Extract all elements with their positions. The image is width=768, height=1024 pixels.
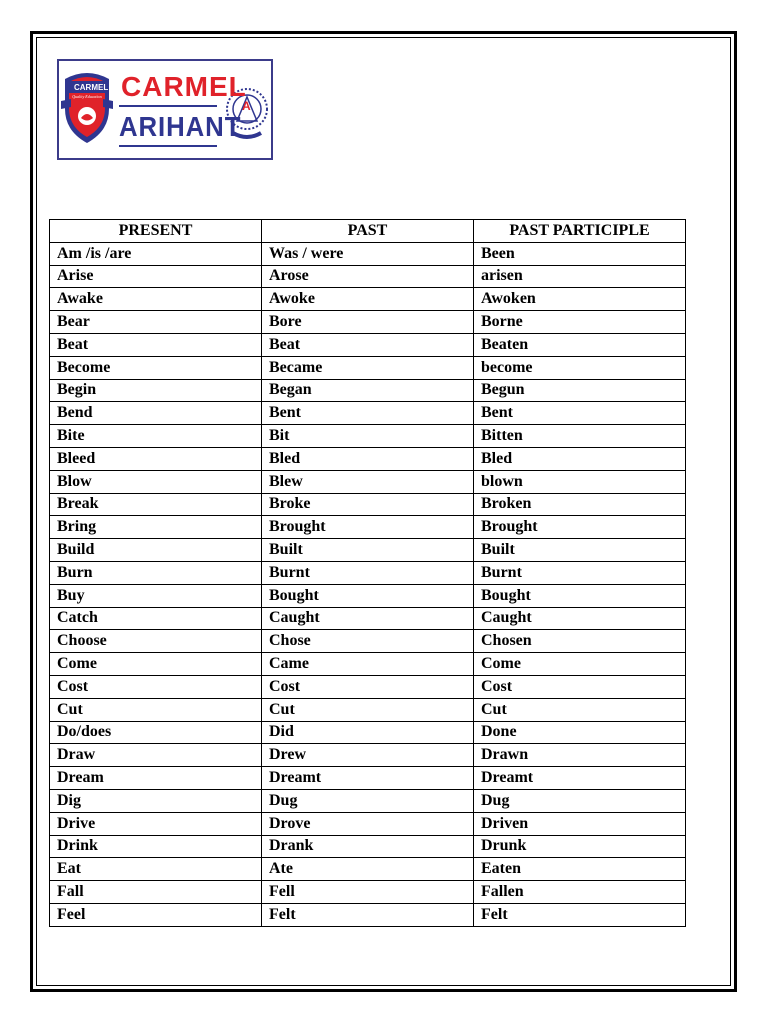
cell-past: Awoke (262, 288, 474, 311)
cell-present: Catch (50, 607, 262, 630)
table-row (50, 356, 686, 379)
table-row (50, 242, 686, 265)
cell-present: Awake (50, 288, 262, 311)
table-row (50, 835, 686, 858)
header-present: PRESENT (50, 220, 262, 243)
header-past: PAST (262, 220, 474, 243)
cell-past: Built (262, 539, 474, 562)
table-row (50, 767, 686, 790)
table-row (50, 881, 686, 904)
table-row (50, 311, 686, 334)
cell-past-participle: Brought (474, 516, 686, 539)
shield-label: CARMEL (74, 83, 109, 92)
header-past-participle: PAST PARTICIPLE (474, 220, 686, 243)
cell-past-participle: Burnt (474, 561, 686, 584)
cell-present: Draw (50, 744, 262, 767)
table-row (50, 265, 686, 288)
cell-past-participle: Begun (474, 379, 686, 402)
cell-past-participle: Caught (474, 607, 686, 630)
cell-past-participle: Bitten (474, 425, 686, 448)
school-logo (57, 59, 273, 160)
cell-past-participle: become (474, 356, 686, 379)
cell-past: Brought (262, 516, 474, 539)
table-row (50, 561, 686, 584)
cell-past: Broke (262, 493, 474, 516)
cell-present: Drink (50, 835, 262, 858)
cell-past: Fell (262, 881, 474, 904)
cell-past: Became (262, 356, 474, 379)
cell-past-participle: Built (474, 539, 686, 562)
cell-present: Become (50, 356, 262, 379)
cell-past: Burnt (262, 561, 474, 584)
cell-present: Burn (50, 561, 262, 584)
table-row (50, 744, 686, 767)
cell-past: Bled (262, 447, 474, 470)
table-row (50, 425, 686, 448)
cell-past-participle: Cost (474, 675, 686, 698)
cell-past: Began (262, 379, 474, 402)
cell-past-participle: Cut (474, 698, 686, 721)
cell-present: Build (50, 539, 262, 562)
table-row (50, 493, 686, 516)
cell-present: Come (50, 653, 262, 676)
cell-present: Bring (50, 516, 262, 539)
table-row (50, 447, 686, 470)
table-row (50, 288, 686, 311)
table-row (50, 653, 686, 676)
table-row (50, 675, 686, 698)
cell-past: Cost (262, 675, 474, 698)
cell-past-participle: Drawn (474, 744, 686, 767)
table-row (50, 858, 686, 881)
cell-past-participle: Drunk (474, 835, 686, 858)
table-row (50, 333, 686, 356)
cell-present: Am /is /are (50, 242, 262, 265)
cell-past-participle: arisen (474, 265, 686, 288)
cell-past: Was / were (262, 242, 474, 265)
table-row (50, 630, 686, 653)
table-row (50, 698, 686, 721)
cell-past: Cut (262, 698, 474, 721)
table-row (50, 516, 686, 539)
table-row (50, 607, 686, 630)
cell-present: Cut (50, 698, 262, 721)
cell-present: Begin (50, 379, 262, 402)
cell-past-participle: Dreamt (474, 767, 686, 790)
cell-past-participle: Beaten (474, 333, 686, 356)
verb-forms-table (49, 219, 686, 927)
cell-past: Beat (262, 333, 474, 356)
cell-past-participle: Dug (474, 789, 686, 812)
cell-past-participle: Broken (474, 493, 686, 516)
cell-past: Arose (262, 265, 474, 288)
logo-rule-bottom (119, 145, 217, 147)
cell-present: Arise (50, 265, 262, 288)
cell-past-participle: Borne (474, 311, 686, 334)
cell-past: Came (262, 653, 474, 676)
cell-past: Dug (262, 789, 474, 812)
cell-past-participle: Chosen (474, 630, 686, 653)
cell-past: Drew (262, 744, 474, 767)
cell-past: Did (262, 721, 474, 744)
table-row (50, 379, 686, 402)
table-row (50, 903, 686, 926)
cell-past: Drank (262, 835, 474, 858)
cell-present: Feel (50, 903, 262, 926)
cell-past: Bit (262, 425, 474, 448)
cell-past-participle: Eaten (474, 858, 686, 881)
table-row (50, 539, 686, 562)
table-row (50, 789, 686, 812)
cell-past-participle: blown (474, 470, 686, 493)
cell-past-participle: Been (474, 242, 686, 265)
cell-present: Bleed (50, 447, 262, 470)
cell-present: Drive (50, 812, 262, 835)
cell-present: Eat (50, 858, 262, 881)
cell-present: Break (50, 493, 262, 516)
logo-rule-top (119, 105, 217, 107)
emblem-letter: A (242, 99, 251, 113)
table-row (50, 470, 686, 493)
cell-past-participle: Driven (474, 812, 686, 835)
cell-past-participle: Done (474, 721, 686, 744)
cell-present: Dream (50, 767, 262, 790)
cell-present: Dig (50, 789, 262, 812)
shield-sublabel: Quality Education (72, 94, 102, 99)
cell-past: Felt (262, 903, 474, 926)
cell-present: Buy (50, 584, 262, 607)
cell-past-participle: Bent (474, 402, 686, 425)
table-body (50, 242, 686, 926)
cell-present: Do/does (50, 721, 262, 744)
cell-past-participle: Fallen (474, 881, 686, 904)
table-row (50, 721, 686, 744)
cell-past-participle: Awoken (474, 288, 686, 311)
logo-word-carmel: CARMEL (121, 71, 247, 102)
cell-past: Ate (262, 858, 474, 881)
cell-past: Dreamt (262, 767, 474, 790)
cell-past: Bought (262, 584, 474, 607)
cell-past: Chose (262, 630, 474, 653)
table-header-row (50, 220, 686, 243)
cell-present: Bite (50, 425, 262, 448)
cell-past: Bent (262, 402, 474, 425)
cell-present: Bend (50, 402, 262, 425)
cell-present: Choose (50, 630, 262, 653)
table-row (50, 402, 686, 425)
logo-word-arihant: ARIHANT (119, 111, 242, 142)
cell-past-participle: Come (474, 653, 686, 676)
cell-past: Bore (262, 311, 474, 334)
cell-past-participle: Bled (474, 447, 686, 470)
table-row (50, 584, 686, 607)
cell-present: Beat (50, 333, 262, 356)
cell-past: Blew (262, 470, 474, 493)
table-row (50, 812, 686, 835)
cell-present: Cost (50, 675, 262, 698)
cell-past-participle: Bought (474, 584, 686, 607)
cell-present: Blow (50, 470, 262, 493)
cell-past: Drove (262, 812, 474, 835)
cell-present: Fall (50, 881, 262, 904)
cell-present: Bear (50, 311, 262, 334)
cell-past: Caught (262, 607, 474, 630)
cell-past-participle: Felt (474, 903, 686, 926)
